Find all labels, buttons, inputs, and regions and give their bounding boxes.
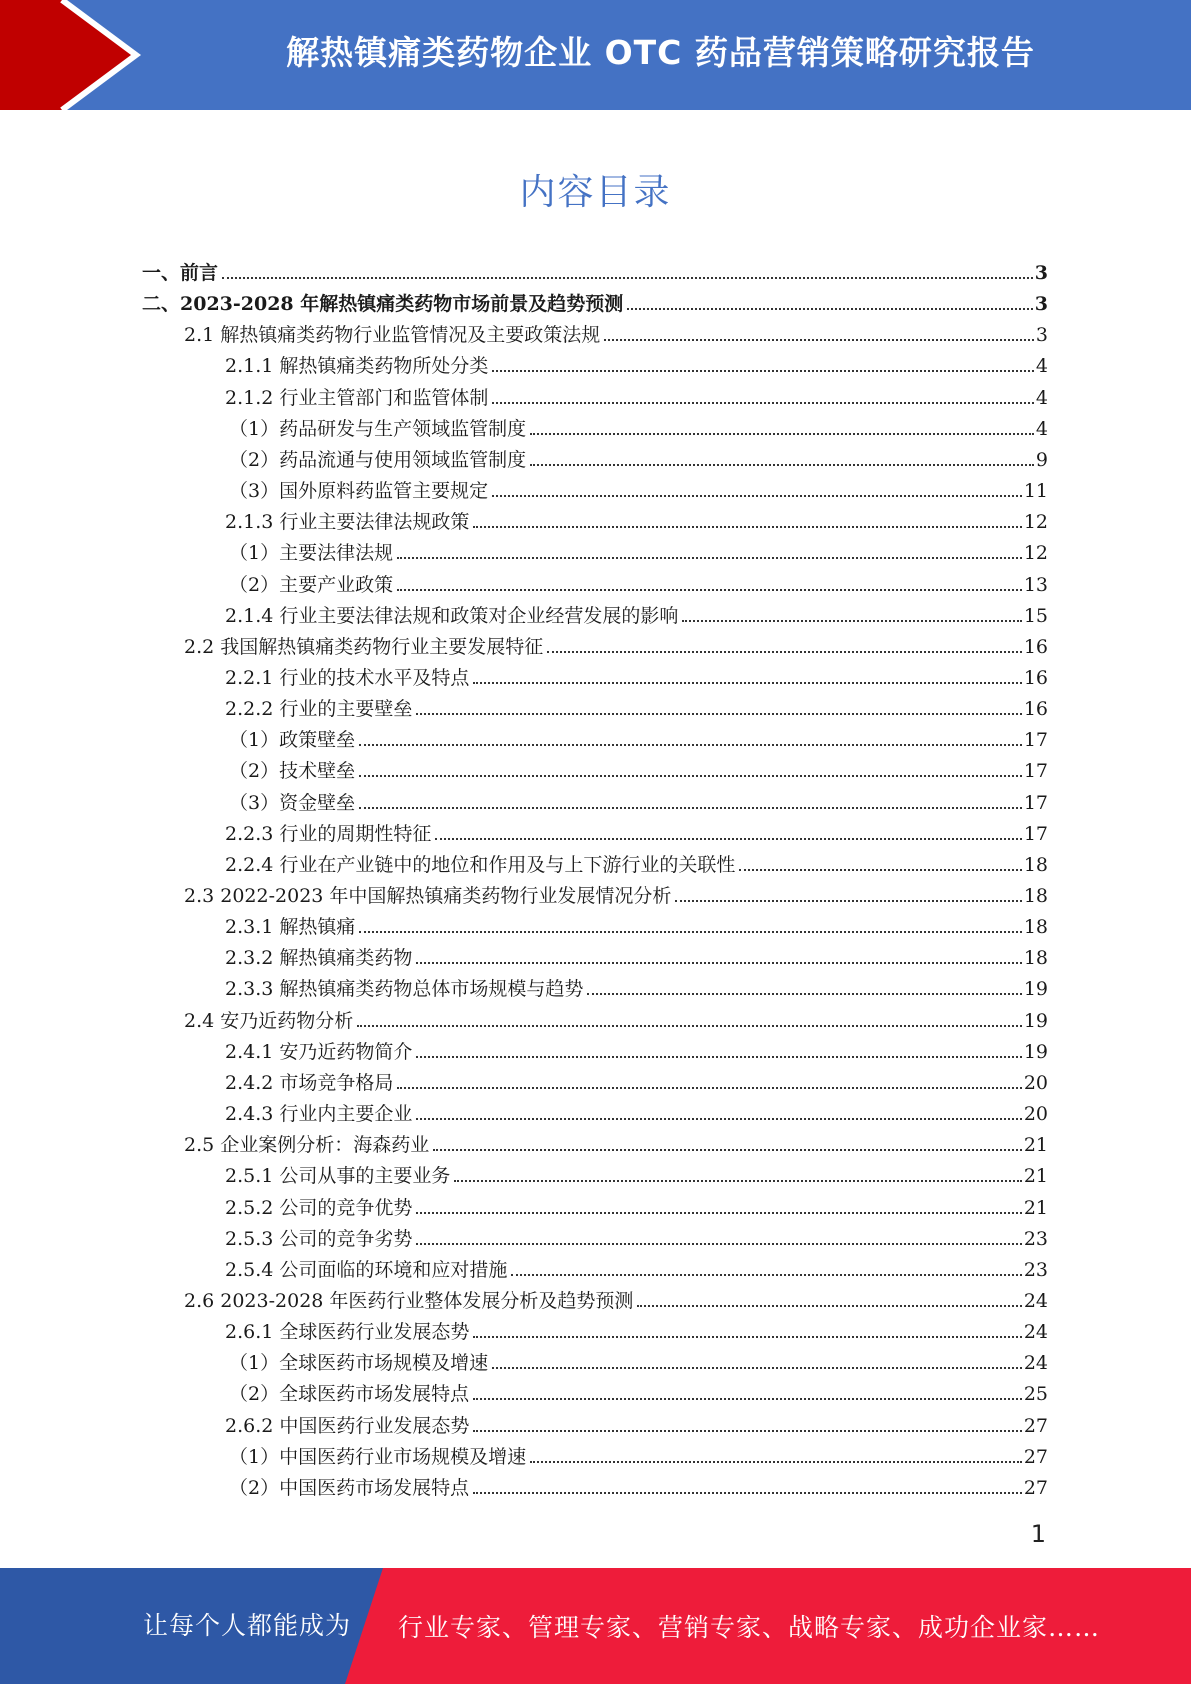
- toc-entry-page: 3: [1035, 324, 1048, 346]
- toc-entry-page: 18: [1023, 885, 1048, 907]
- toc-dot-leader: [587, 993, 1021, 995]
- toc-dot-leader: [627, 308, 1033, 310]
- toc-entry[interactable]: [225, 659, 1048, 690]
- toc-dot-leader: [473, 526, 1021, 528]
- toc-entry-page: 24: [1023, 1352, 1048, 1374]
- toc-dot-leader: [682, 620, 1021, 622]
- toc-dot-leader: [492, 402, 1034, 404]
- toc-dot-leader: [416, 1118, 1021, 1120]
- toc-entry[interactable]: [184, 628, 1048, 659]
- toc-entry-page: 20: [1023, 1072, 1048, 1094]
- toc-entry-page: 17: [1023, 823, 1048, 845]
- toc-entry-label: （2）药品流通与使用领域监管制度: [229, 449, 527, 471]
- toc-entry-page: 19: [1023, 1041, 1048, 1063]
- toc-dot-leader: [739, 869, 1021, 871]
- toc-entry-page: 27: [1023, 1477, 1048, 1499]
- toc-entry-page: 4: [1035, 387, 1048, 409]
- toc-entry-label: （2）全球医药市场发展特点: [229, 1383, 470, 1405]
- toc-entry-label: 2.2.4 行业在产业链中的地位和作用及与上下游行业的关联性: [225, 854, 736, 876]
- chevron-arrow-icon: [0, 0, 160, 110]
- toc-entry-page: 20: [1023, 1103, 1048, 1125]
- toc-entry[interactable]: [225, 1189, 1048, 1220]
- toc-entry-page: 24: [1023, 1290, 1048, 1312]
- toc-entry-label: 2.4 安乃近药物分析: [184, 1010, 354, 1032]
- report-header: [0, 0, 1191, 110]
- toc-entry-page: 9: [1035, 449, 1048, 471]
- toc-dot-leader: [492, 495, 1022, 497]
- toc-entry[interactable]: [184, 1282, 1048, 1313]
- toc-entry[interactable]: [229, 784, 1048, 815]
- toc-entry-label: （1）主要法律法规: [229, 542, 394, 564]
- page-number: 1: [1030, 1520, 1046, 1548]
- toc-entry[interactable]: [184, 1002, 1048, 1033]
- toc-entry-label: 2.5.4 公司面临的环境和应对措施: [225, 1259, 508, 1281]
- toc-entry-label: 2.4.3 行业内主要企业: [225, 1103, 413, 1125]
- toc-entry-page: 19: [1023, 1010, 1048, 1032]
- toc-entry[interactable]: [225, 347, 1048, 378]
- toc-dot-leader: [359, 775, 1022, 777]
- toc-entry[interactable]: [225, 970, 1048, 1001]
- toc-entry-label: 2.3 2022-2023 年中国解热镇痛类药物行业发展情况分析: [184, 885, 672, 907]
- toc-entry-page: 25: [1023, 1383, 1048, 1405]
- toc-entry-page: 3: [1034, 262, 1048, 284]
- toc-entry-label: 2.6.1 全球医药行业发展态势: [225, 1321, 470, 1343]
- toc-entry-label: 2.5.2 公司的竞争优势: [225, 1197, 413, 1219]
- toc-entry-page: 4: [1035, 355, 1048, 377]
- toc-dot-leader: [530, 433, 1034, 435]
- toc-entry-label: （2）主要产业政策: [229, 574, 394, 596]
- toc-entry[interactable]: [225, 1220, 1048, 1251]
- toc-entry[interactable]: [229, 1375, 1048, 1406]
- toc-dot-leader: [473, 1492, 1022, 1494]
- toc-entry-label: 一、前言: [142, 262, 219, 284]
- toc-entry[interactable]: [229, 534, 1048, 565]
- toc-dot-leader: [492, 1367, 1022, 1369]
- toc-dot-leader: [397, 589, 1022, 591]
- toc-entry[interactable]: [229, 1344, 1048, 1375]
- toc-entry[interactable]: [229, 1438, 1048, 1469]
- toc-entry[interactable]: [184, 1126, 1048, 1157]
- toc-dot-leader: [397, 557, 1022, 559]
- toc-entry[interactable]: [225, 846, 1048, 877]
- toc-entry-label: 2.5.3 公司的竞争劣势: [225, 1228, 413, 1250]
- toc-entry[interactable]: [225, 379, 1048, 410]
- toc-entry-page: 19: [1023, 978, 1048, 1000]
- toc-entry-label: 2.6.2 中国医药行业发展态势: [225, 1415, 470, 1437]
- toc-entry-page: 18: [1023, 947, 1048, 969]
- footer-banner: [0, 1568, 1191, 1684]
- toc-entry[interactable]: [184, 316, 1048, 347]
- toc-entry-page: 18: [1023, 916, 1048, 938]
- toc-dot-leader: [416, 1056, 1021, 1058]
- toc-dot-leader: [511, 1274, 1021, 1276]
- toc-entry-page: 12: [1023, 511, 1048, 533]
- toc-entry-label: 2.4.2 市场竞争格局: [225, 1072, 394, 1094]
- toc-entry-label: 二、2023-2028 年解热镇痛类药物市场前景及趋势预测: [142, 293, 624, 315]
- toc-dot-leader: [473, 1398, 1022, 1400]
- toc-entry-label: 2.3.1 解热镇痛: [225, 916, 356, 938]
- toc-entry[interactable]: [229, 410, 1048, 441]
- toc-entry[interactable]: [142, 285, 1048, 316]
- toc-dot-leader: [675, 900, 1021, 902]
- toc-entry-page: 17: [1023, 760, 1048, 782]
- toc-dot-leader: [357, 1025, 1022, 1027]
- toc-entry-page: 21: [1023, 1165, 1048, 1187]
- toc-entry[interactable]: [229, 721, 1048, 752]
- toc-entry-label: 2.2.2 行业的主要壁垒: [225, 698, 413, 720]
- toc-entry-page: 23: [1023, 1259, 1048, 1281]
- toc-entry[interactable]: [225, 908, 1048, 939]
- toc-entry-label: 2.5 企业案例分析：海森药业: [184, 1134, 430, 1156]
- toc-entry-page: 21: [1023, 1197, 1048, 1219]
- toc-entry-label: 2.3.3 解热镇痛类药物总体市场规模与趋势: [225, 978, 584, 1000]
- toc-entry-label: （2）中国医药市场发展特点: [229, 1477, 470, 1499]
- toc-dot-leader: [473, 682, 1021, 684]
- report-title: 解热镇痛类药物企业 OTC 药品营销策略研究报告: [286, 33, 1035, 72]
- toc-entry-label: （1）全球医药市场规模及增速: [229, 1352, 489, 1374]
- footer-slogan-left: 让每个人都能成为: [143, 1611, 352, 1640]
- toc-entry-page: 15: [1023, 605, 1048, 627]
- toc-entry[interactable]: [225, 1313, 1048, 1344]
- toc-entry-page: 3: [1034, 293, 1048, 315]
- toc-entry-label: 2.1.4 行业主要法律法规和政策对企业经营发展的影响: [225, 605, 679, 627]
- toc-entry[interactable]: [225, 1407, 1048, 1438]
- toc-dot-leader: [416, 962, 1021, 964]
- toc-entry-page: 13: [1023, 574, 1048, 596]
- toc-entry-label: 2.1.1 解热镇痛类药物所处分类: [225, 355, 489, 377]
- toc-dot-leader: [359, 931, 1021, 933]
- toc-entry[interactable]: [229, 752, 1048, 783]
- toc-entry-label: （3）资金壁垒: [229, 792, 356, 814]
- toc-entry-label: 2.3.2 解热镇痛类药物: [225, 947, 413, 969]
- toc-entry-page: 21: [1023, 1134, 1048, 1156]
- toc-entry-label: 2.1 解热镇痛类药物行业监管情况及主要政策法规: [184, 324, 601, 346]
- toc-dot-leader: [530, 464, 1034, 466]
- toc-entry-label: 2.1.2 行业主管部门和监管体制: [225, 387, 489, 409]
- toc-dot-leader: [473, 1336, 1021, 1338]
- toc-entry-page: 12: [1023, 542, 1048, 564]
- toc-entry[interactable]: [225, 597, 1048, 628]
- toc-entry[interactable]: [225, 939, 1048, 970]
- toc-heading: 内容目录: [519, 172, 672, 213]
- toc-entry[interactable]: [225, 1095, 1048, 1126]
- toc-dot-leader: [547, 651, 1022, 653]
- toc-dot-leader: [222, 277, 1033, 279]
- toc-entry-label: 2.4.1 安乃近药物简介: [225, 1041, 413, 1063]
- toc-dot-leader: [433, 1149, 1022, 1151]
- toc-dot-leader: [397, 1087, 1021, 1089]
- toc-dot-leader: [530, 1461, 1022, 1463]
- toc-dot-leader: [473, 1430, 1021, 1432]
- toc-entry-label: （1）药品研发与生产领域监管制度: [229, 418, 527, 440]
- toc-entry[interactable]: [229, 566, 1048, 597]
- toc-entry[interactable]: [184, 877, 1048, 908]
- toc-entry-page: 11: [1023, 480, 1048, 502]
- toc-entry-label: 2.2.1 行业的技术水平及特点: [225, 667, 470, 689]
- toc-entry[interactable]: [142, 254, 1048, 285]
- toc-entry-label: （1）中国医药行业市场规模及增速: [229, 1446, 527, 1468]
- toc-entry-page: 27: [1023, 1446, 1048, 1468]
- toc-dot-leader: [416, 1243, 1021, 1245]
- toc-entry[interactable]: [229, 441, 1048, 472]
- toc-entry-page: 17: [1023, 792, 1048, 814]
- toc-entry[interactable]: [225, 1033, 1048, 1064]
- toc-entry-page: 23: [1023, 1228, 1048, 1250]
- toc-entry-page: 27: [1023, 1415, 1048, 1437]
- toc-dot-leader: [416, 1212, 1021, 1214]
- toc-entry-label: 2.2.3 行业的周期性特征: [225, 823, 432, 845]
- toc-dot-leader: [604, 339, 1034, 341]
- toc-entry[interactable]: [225, 815, 1048, 846]
- toc-entry[interactable]: [229, 472, 1048, 503]
- toc-entry[interactable]: [225, 1064, 1048, 1095]
- toc-entry-label: （2）技术壁垒: [229, 760, 356, 782]
- toc-dot-leader: [454, 1180, 1021, 1182]
- toc-entry-label: （1）政策壁垒: [229, 729, 356, 751]
- toc-entry-label: 2.5.1 公司从事的主要业务: [225, 1165, 451, 1187]
- toc-dot-leader: [492, 370, 1034, 372]
- toc-entry-label: 2.1.3 行业主要法律法规政策: [225, 511, 470, 533]
- toc-dot-leader: [416, 713, 1021, 715]
- toc-entry[interactable]: [225, 1157, 1048, 1188]
- toc-entry-page: 16: [1023, 636, 1048, 658]
- toc-entry-page: 16: [1023, 667, 1048, 689]
- toc-dot-leader: [435, 838, 1021, 840]
- toc-entry-label: 2.2 我国解热镇痛类药物行业主要发展特征: [184, 636, 544, 658]
- footer-slogan-right: 行业专家、管理专家、营销专家、战略专家、成功企业家……: [398, 1613, 1101, 1642]
- toc-entry-page: 24: [1023, 1321, 1048, 1343]
- toc-entry-label: （3）国外原料药监管主要规定: [229, 480, 489, 502]
- toc-dot-leader: [359, 744, 1022, 746]
- toc-entry[interactable]: [229, 1469, 1048, 1500]
- toc-entry[interactable]: [225, 503, 1048, 534]
- toc-entry-page: 16: [1023, 698, 1048, 720]
- toc-entry[interactable]: [225, 690, 1048, 721]
- toc-entry-label: 2.6 2023-2028 年医药行业整体发展分析及趋势预测: [184, 1290, 634, 1312]
- toc-entry-page: 18: [1023, 854, 1048, 876]
- toc-dot-leader: [359, 807, 1022, 809]
- toc-entry[interactable]: [225, 1251, 1048, 1282]
- toc-dot-leader: [637, 1305, 1021, 1307]
- toc-entry-page: 17: [1023, 729, 1048, 751]
- toc-entry-page: 4: [1035, 418, 1048, 440]
